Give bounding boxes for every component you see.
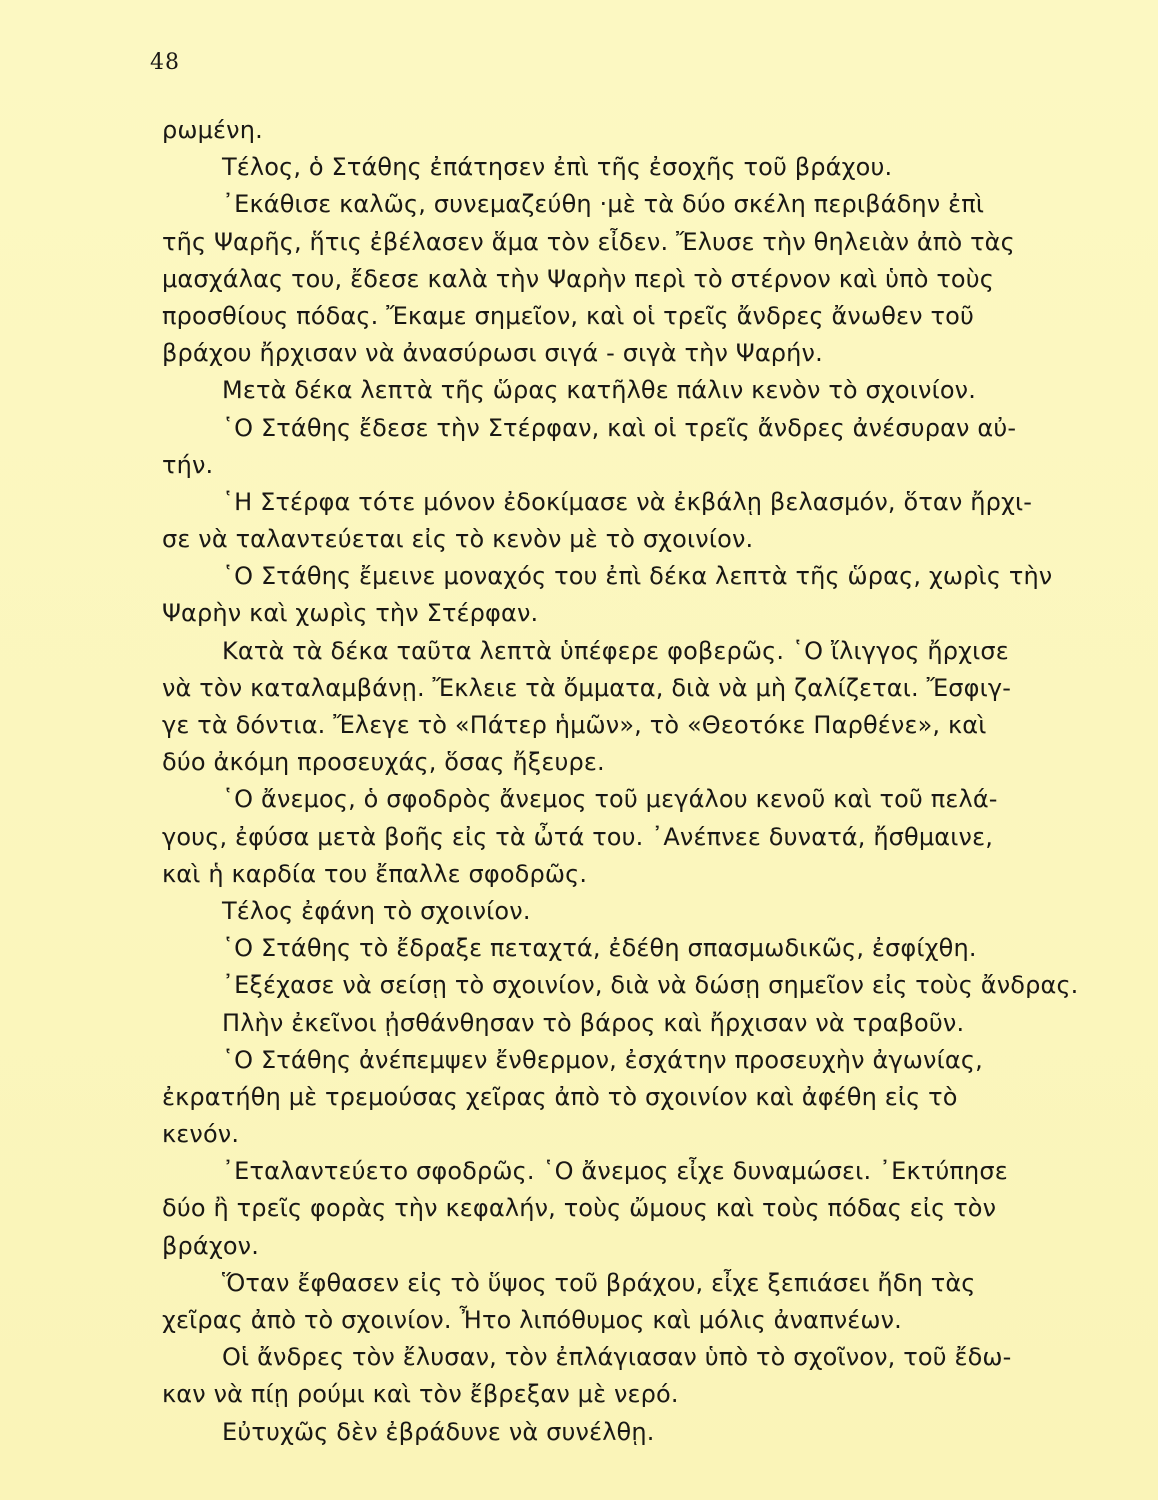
text-line: ρωμένη. <box>162 116 263 144</box>
text-line: μασχάλας του, ἔδεσε καλὰ τὴν Ψαρὴν περὶ τὸ στέρνον καὶ ὑπὸ τοὺς <box>162 264 995 293</box>
text-line: ῾Η Στέρφα τότε μόνον ἐδοκίμασε νὰ ἐκβάλῃ βελασμόν, ὅταν ἤρχι- <box>222 487 1033 516</box>
text-line: ῾Ο Στάθης τὸ ἔδραξε πεταχτά, ἐδέθη σπασμωδικῶς, ἐσφίχθη. <box>222 934 977 963</box>
text-line: ῾Ο Στάθης ἔδεσε τὴν Στέρφαν, καὶ οἱ τρεῖς ἄνδρες ἀνέσυραν αὐ- <box>222 413 1017 442</box>
text-line: ἐκρατήθη μὲ τρεμούσας χεῖρας ἀπὸ τὸ σχοινίον καὶ ἀφέθη εἰς τὸ <box>162 1082 958 1111</box>
text-line: καν νὰ πίῃ ρούμι καὶ τὸν ἔβρεξαν μὲ νερό. <box>162 1380 679 1409</box>
text-line: σε νὰ ταλαντεύεται εἰς τὸ κενὸν μὲ τὸ σχοινίον. <box>162 525 754 554</box>
text-line: Οἱ ἄνδρες τὸν ἔλυσαν, τὸν ἐπλάγιασαν ὑπὸ τὸ σχοῖνον, τοῦ ἔδω- <box>222 1343 1012 1372</box>
text-line: γους, ἐφύσα μετὰ βοῆς εἰς τὰ ὦτά του. ᾿Ανέπνεε δυνατά, ἤσθμαινε, <box>162 822 993 851</box>
text-line: χεῖρας ἀπὸ τὸ σχοινίον. Ἦτο λιπόθυμος καὶ μόλις ἀναπνέων. <box>162 1306 902 1334</box>
text-line: τήν. <box>162 450 214 479</box>
text-line: ῾Ο Στάθης ἔμεινε μοναχός του ἐπὶ δέκα λεπτὰ τῆς ὥρας, χωρὶς τὴν <box>222 562 1053 591</box>
text-line: Ὅταν ἔφθασεν εἰς τὸ ὕψος τοῦ βράχου, εἶχε ξεπιάσει ἤδη τὰς <box>222 1268 976 1297</box>
text-line: Πλὴν ἐκεῖνοι ᾐσθάνθησαν τὸ βάρος καὶ ἤρχισαν νὰ τραβοῦν. <box>222 1008 965 1037</box>
text-line: Εὐτυχῶς δὲν ἐβράδυνε νὰ συνέλθῃ. <box>222 1417 655 1446</box>
text-line: βράχον. <box>162 1231 260 1260</box>
text-line: δύο ἀκόμη προσευχάς, ὅσας ἤξευρε. <box>162 748 605 777</box>
text-line: ᾿Εκάθισε καλῶς, συνεμαζεύθη ·μὲ τὰ δύο σκέλη περιβάδην ἐπὶ <box>222 190 985 219</box>
text-line: Τέλος ἐφάνη τὸ σχοινίον. <box>222 896 531 925</box>
page-number: 48 <box>150 50 180 75</box>
text-line: ῾Ο Στάθης ἀνέπεμψεν ἔνθερμον, ἐσχάτην προσευχὴν ἀγωνίας, <box>222 1045 983 1074</box>
text-line: γε τὰ δόντια. Ἔλεγε τὸ «Πάτερ ἡμῶν», τὸ «Θεοτόκε Παρθένε», καὶ <box>162 711 987 739</box>
text-line: κενόν. <box>162 1120 240 1149</box>
text-line: καὶ ἡ καρδία του ἔπαλλε σφοδρῶς. <box>162 859 588 888</box>
text-line: προσθίους πόδας. Ἔκαμε σημεῖον, καὶ οἱ τρεῖς ἄνδρες ἄνωθεν τοῦ <box>162 301 974 330</box>
text-line: ῾Ο ἄνεμος, ὁ σφοδρὸς ἄνεμος τοῦ μεγάλου κενοῦ καὶ τοῦ πελά- <box>222 785 998 814</box>
text-line: Τέλος, ὁ Στάθης ἐπάτησεν ἐπὶ τῆς ἐσοχῆς τοῦ βράχου. <box>222 153 893 182</box>
text-line: Ψαρὴν καὶ χωρὶς τὴν Στέρφαν. <box>162 599 539 628</box>
text-line: ᾿Εξέχασε νὰ σείσῃ τὸ σχοινίον, διὰ νὰ δώσῃ σημεῖον εἰς τοὺς ἄνδρας. <box>222 971 1079 1000</box>
text-line: δύο ἢ τρεῖς φορὰς τὴν κεφαλήν, τοὺς ὤμους καὶ τοὺς πόδας εἰς τὸν <box>162 1194 997 1223</box>
text-line: τῆς Ψαρῆς, ἥτις ἐβέλασεν ἅμα τὸν εἶδεν. Ἔλυσε τὴν θηλειὰν ἀπὸ τὰς <box>162 227 1015 256</box>
text-line: Μετὰ δέκα λεπτὰ τῆς ὥρας κατῆλθε πάλιν κενὸν τὸ σχοινίον. <box>222 376 977 405</box>
text-line: Κατὰ τὰ δέκα ταῦτα λεπτὰ ὑπέφερε φοβερῶς. ῾Ο ἴλιγγος ἤρχισε <box>222 636 1009 665</box>
text-line: βράχου ἤρχισαν νὰ ἀνασύρωσι σιγά - σιγὰ τὴν Ψαρήν. <box>162 339 823 368</box>
text-line: νὰ τὸν καταλαμβάνῃ. Ἔκλειε τὰ ὄμματα, διὰ νὰ μὴ ζαλίζεται. Ἔσφιγ- <box>162 673 1012 702</box>
body-text <box>162 112 1079 1451</box>
text-line: ᾿Εταλαντεύετο σφοδρῶς. ῾Ο ἄνεμος εἶχε δυναμώσει. ᾿Εκτύπησε <box>222 1157 1008 1186</box>
